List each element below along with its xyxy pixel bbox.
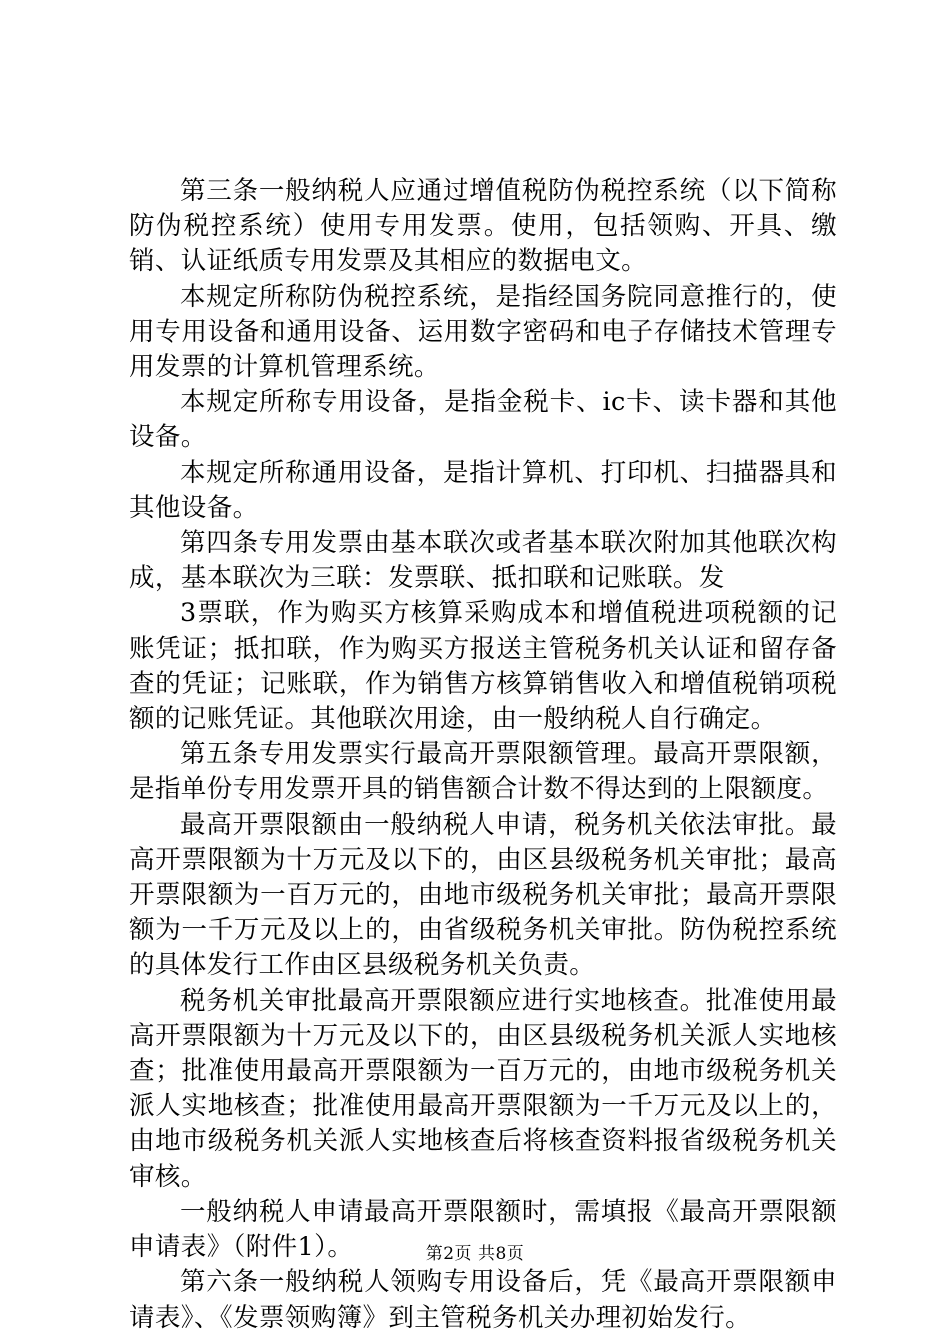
- paragraph-limit-application-form: 一般纳税人申请最高开票限额时，需填报《最高开票限额申请表》（附件1）。: [129, 1196, 837, 1263]
- paragraph-article-4: 第四条专用发票由基本联次或者基本联次附加其他联次构成，基本联次为三联：发票联、抵扣联和记账联。发: [129, 528, 837, 594]
- paragraph-article-6: 第六条一般纳税人领购专用设备后，凭《最高开票限额申请表》、《发票领购簿》到主管税务机关办理初始发行。: [129, 1267, 837, 1333]
- paragraph-anti-counterfeit-system-definition: 本规定所称防伪税控系统，是指经国务院同意推行的，使用专用设备和通用设备、运用数字密码和电子存储技术管理专用发票的计算机管理系统。: [129, 281, 837, 383]
- page-footer: 第2页 共8页: [425, 1244, 525, 1264]
- paragraph-on-site-inspection: 税务机关审批最高开票限额应进行实地核查。批准使用最高开票限额为十万元及以下的，由区县级税务机关派人实地核查；批准使用最高开票限额为一百万元的，由地市级税务机关派人实地核查；批准使用最高开票限额为一千万元及以上的，由地市级税务机关派人实地核查后将核查资料报省级税务机关审核。: [129, 985, 837, 1192]
- paragraph-article-5: 第五条专用发票实行最高开票限额管理。最高开票限额，是指单份专用发票开具的销售额合计数不得达到的上限额度。: [129, 739, 837, 805]
- paragraph-article-3: 第三条一般纳税人应通过增值税防伪税控系统（以下简称防伪税控系统）使用专用发票。使用，包括领购、开具、缴销、认证纸质专用发票及其相应的数据电文。: [129, 176, 837, 277]
- paragraph-general-equipment-definition: 本规定所称通用设备，是指计算机、打印机、扫描器具和其他设备。: [129, 457, 837, 523]
- paragraph-limit-approval: 最高开票限额由一般纳税人申请，税务机关依法审批。最高开票限额为十万元及以下的，由区县级税务机关审批；最高开票限额为一百万元的，由地市级税务机关审批；最高开票限额为一千万元及以上的，由省级税务机关审批。防伪税控系统的具体发行工作由区县级税务机关负责。: [129, 809, 837, 981]
- paragraph-special-equipment-definition: 本规定所称专用设备，是指金税卡、ic卡、读卡器和其他设备。: [129, 387, 837, 453]
- paragraph-invoice-copies-usage: 3票联，作为购买方核算采购成本和增值税进项税额的记账凭证；抵扣联，作为购买方报送主管税务机关认证和留存备查的凭证；记账联，作为销售方核算销售收入和增值税销项税额的记账凭证。其他联次用途，由一般纳税人自行确定。: [129, 598, 837, 735]
- document-body: [129, 174, 837, 1336]
